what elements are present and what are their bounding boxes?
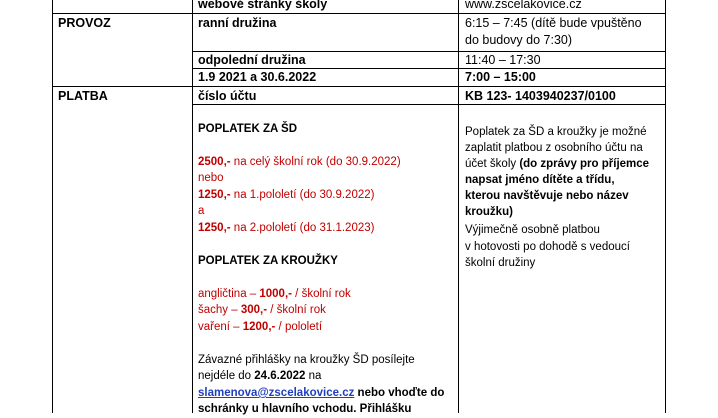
morning-club-hours-2: do budovy do 7:30): [465, 33, 573, 47]
table-border-right: [665, 0, 666, 413]
fee-h2-line: [198, 221, 374, 237]
club-english-name: angličtina –: [198, 288, 260, 300]
fee-h2-text: na 2.pololetí (do 31.1.2023): [230, 222, 375, 234]
fee-h1-line: [198, 188, 374, 204]
fee-h1-text: na 1.pololetí (do 30.9.2022): [230, 189, 375, 201]
section-provoz: PROVOZ: [58, 16, 111, 30]
apply-line-4: schránky u hlavního vchodu. Přihlášku: [198, 403, 412, 415]
note-line-3: [465, 157, 649, 173]
club-chess-price: 300,-: [240, 304, 268, 316]
club-english-line: [198, 287, 351, 303]
account-number: KB 123- 1403940237/0100: [465, 89, 616, 103]
fee-year-text: na celý školní rok (do 30.9.2022): [230, 156, 401, 168]
apply-line-2: [198, 369, 321, 385]
apply-line-3-rest: nebo vhoďte do: [354, 387, 445, 399]
note-line-6: kroužku): [465, 206, 513, 218]
fee-year-line: [198, 155, 401, 171]
note-line-3-bold: (do zprávy pro příjemce: [519, 158, 650, 170]
note-line-3-start: účet školy: [465, 158, 520, 170]
club-cooking-period: / pololetí: [275, 321, 323, 333]
fee-year-amount: 2500,-: [198, 156, 231, 168]
row-border-4: [52, 86, 666, 87]
fee-h1-amount: 1250,-: [198, 189, 231, 201]
and-word: a: [198, 205, 205, 217]
club-cooking-line: [198, 320, 322, 336]
note-line-8: v hotovosti po dohodě s vedoucí: [465, 241, 630, 253]
club-english-period: / školní rok: [291, 288, 351, 300]
note-line-2: zaplatit platbou z osobního účtu na: [465, 142, 643, 154]
website-value: www.zscelakovice.cz: [465, 0, 582, 11]
dates-hours: 7:00 – 15:00: [465, 70, 536, 84]
note-line-1: Poplatek za ŠD a kroužky je možné: [465, 126, 647, 138]
table-border-col2: [458, 0, 459, 413]
apply-deadline-suffix: na: [305, 370, 322, 382]
club-chess-period: / školní rok: [267, 304, 326, 316]
note-line-7: Výjimečně osobně platbou: [465, 224, 600, 236]
note-line-4: napsat jméno dítěte a třídu,: [465, 174, 615, 186]
club-cooking-price: 1200,-: [242, 321, 276, 333]
account-label: číslo účtu: [198, 89, 257, 103]
morning-club-label: ranní družina: [198, 16, 277, 30]
email-link[interactable]: slamenova@zscelakovice.cz: [198, 387, 355, 399]
note-line-5: kterou navštěvuje nebo název: [465, 190, 629, 202]
club-english-price: 1000,-: [259, 288, 292, 300]
or-word: nebo: [198, 172, 224, 184]
afternoon-club-label: odpolední družina: [198, 53, 306, 67]
club-chess-line: [198, 303, 326, 319]
row-border-5: [192, 104, 666, 105]
website-label: webové stránky školy: [198, 0, 328, 11]
section-platba: PLATBA: [58, 89, 108, 103]
apply-line-3: [198, 386, 444, 402]
table-border-col1: [192, 0, 193, 413]
fee-sd-title: POPLATEK ZA ŠD: [198, 123, 298, 135]
apply-deadline-prefix: nejdéle do: [198, 370, 255, 382]
apply-line-1: Závazné přihlášky na kroužky ŠD posílejte: [198, 354, 415, 366]
dates-label: 1.9 2021 a 30.6.2022: [198, 70, 317, 84]
apply-deadline-date: 24.6.2022: [254, 370, 306, 382]
fee-h2-amount: 1250,-: [198, 222, 231, 234]
club-chess-name: šachy –: [198, 304, 241, 316]
club-cooking-name: vaření –: [198, 321, 243, 333]
table-border-left: [52, 0, 53, 413]
fee-clubs-title: POPLATEK ZA KROUŽKY: [198, 255, 338, 267]
afternoon-club-hours: 11:40 – 17:30: [465, 53, 541, 67]
note-line-9: školní družiny: [465, 257, 536, 269]
morning-club-hours-1: 6:15 – 7:45 (dítě bude vpuštěno: [465, 16, 642, 30]
row-border-1: [52, 13, 666, 14]
